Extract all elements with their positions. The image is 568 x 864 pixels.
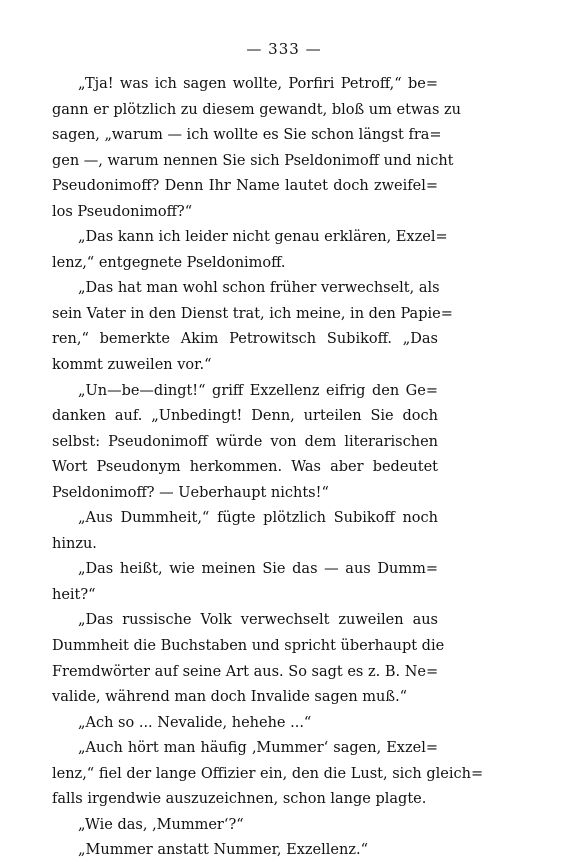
page-body-text	[52, 72, 484, 864]
text-line: valide, während man doch Invalide sagen muß.“	[52, 689, 408, 706]
text-line: „Ach so ... Nevalide, hehehe ...“	[78, 714, 312, 731]
text-line: danken auf. „Unbedingt! Denn, urteilen Sie doch	[52, 408, 438, 425]
text-line: Wort Pseudonym herkommen. Was aber bedeutet	[52, 459, 438, 476]
text-line: lenz,“ fiel der lange Offizier ein, den die Lust, sich gleich=	[52, 765, 484, 782]
paragraph	[52, 276, 453, 378]
text-line: „Wie das, ‚Mummer‘?“	[78, 816, 244, 833]
paragraph	[52, 838, 438, 864]
text-line: „Das hat man wohl schon früher verwechselt, als	[78, 280, 440, 297]
text-line: Pseudonimoff? Denn Ihr Name lautet doch zweifel=	[52, 178, 438, 195]
text-line: „Tja! was ich sagen wollte, Porfiri Petroff,“ be=	[78, 76, 438, 92]
paragraph	[52, 711, 438, 737]
text-line: sein Vater in den Dienst trat, ich meine, in den Papie=	[52, 305, 453, 322]
text-line: „Un—be—dingt!“ griff Exzellenz eifrig den Ge=	[78, 382, 438, 399]
text-line: gen —, warum nennen Sie sich Pseldonimoff und nicht	[52, 152, 454, 169]
text-line: falls irgendwie auszuzeichnen, schon lange plagte.	[52, 791, 427, 808]
text-line: sagen, „warum — ich wollte es Sie schon längst fra=	[52, 127, 442, 144]
paragraph	[52, 72, 461, 225]
text-line: „Mummer anstatt Nummer, Exzellenz.“	[78, 842, 368, 859]
paragraph	[52, 736, 484, 813]
paragraph	[52, 379, 438, 507]
text-line: Fremdwörter auf seine Art aus. So sagt es z. B. Ne=	[52, 663, 439, 680]
text-line: „Auch hört man häufig ‚Mummer‘ sagen, Exzel=	[78, 740, 438, 757]
text-line: „Aus Dummheit,“ fügte plötzlich Subikoff noch	[78, 510, 438, 527]
paragraph	[52, 608, 445, 710]
text-line: ren,“ bemerkte Akim Petrowitsch Subikoff. „Das	[52, 331, 438, 348]
page-number: — 333 —	[246, 40, 322, 58]
paragraph	[52, 225, 448, 276]
text-line: „Das kann ich leider nicht genau erklären, Exzel=	[78, 229, 448, 246]
paragraph	[52, 813, 438, 839]
text-line: heit?“	[52, 586, 96, 603]
text-line: „Das russische Volk verwechselt zuweilen aus	[78, 612, 438, 629]
text-line: Pseldonimoff? — Ueberhaupt nichts!“	[52, 484, 329, 501]
text-line: Dummheit die Buchstaben und spricht überhaupt die	[52, 638, 445, 655]
text-line: lenz,“ entgegnete Pseldonimoff.	[52, 254, 286, 271]
text-line: los Pseudonimoff?“	[52, 203, 193, 220]
text-line: kommt zuweilen vor.“	[52, 357, 212, 374]
text-line: „Das heißt, wie meinen Sie das — aus Dumm=	[78, 561, 438, 578]
text-line: gann er plötzlich zu diesem gewandt, bloß um etwas zu	[52, 101, 461, 118]
text-line: selbst: Pseudonimoff würde von dem literarischen	[52, 433, 438, 450]
text-line: hinzu.	[52, 535, 97, 552]
paragraph	[52, 557, 438, 608]
paragraph	[52, 506, 438, 557]
